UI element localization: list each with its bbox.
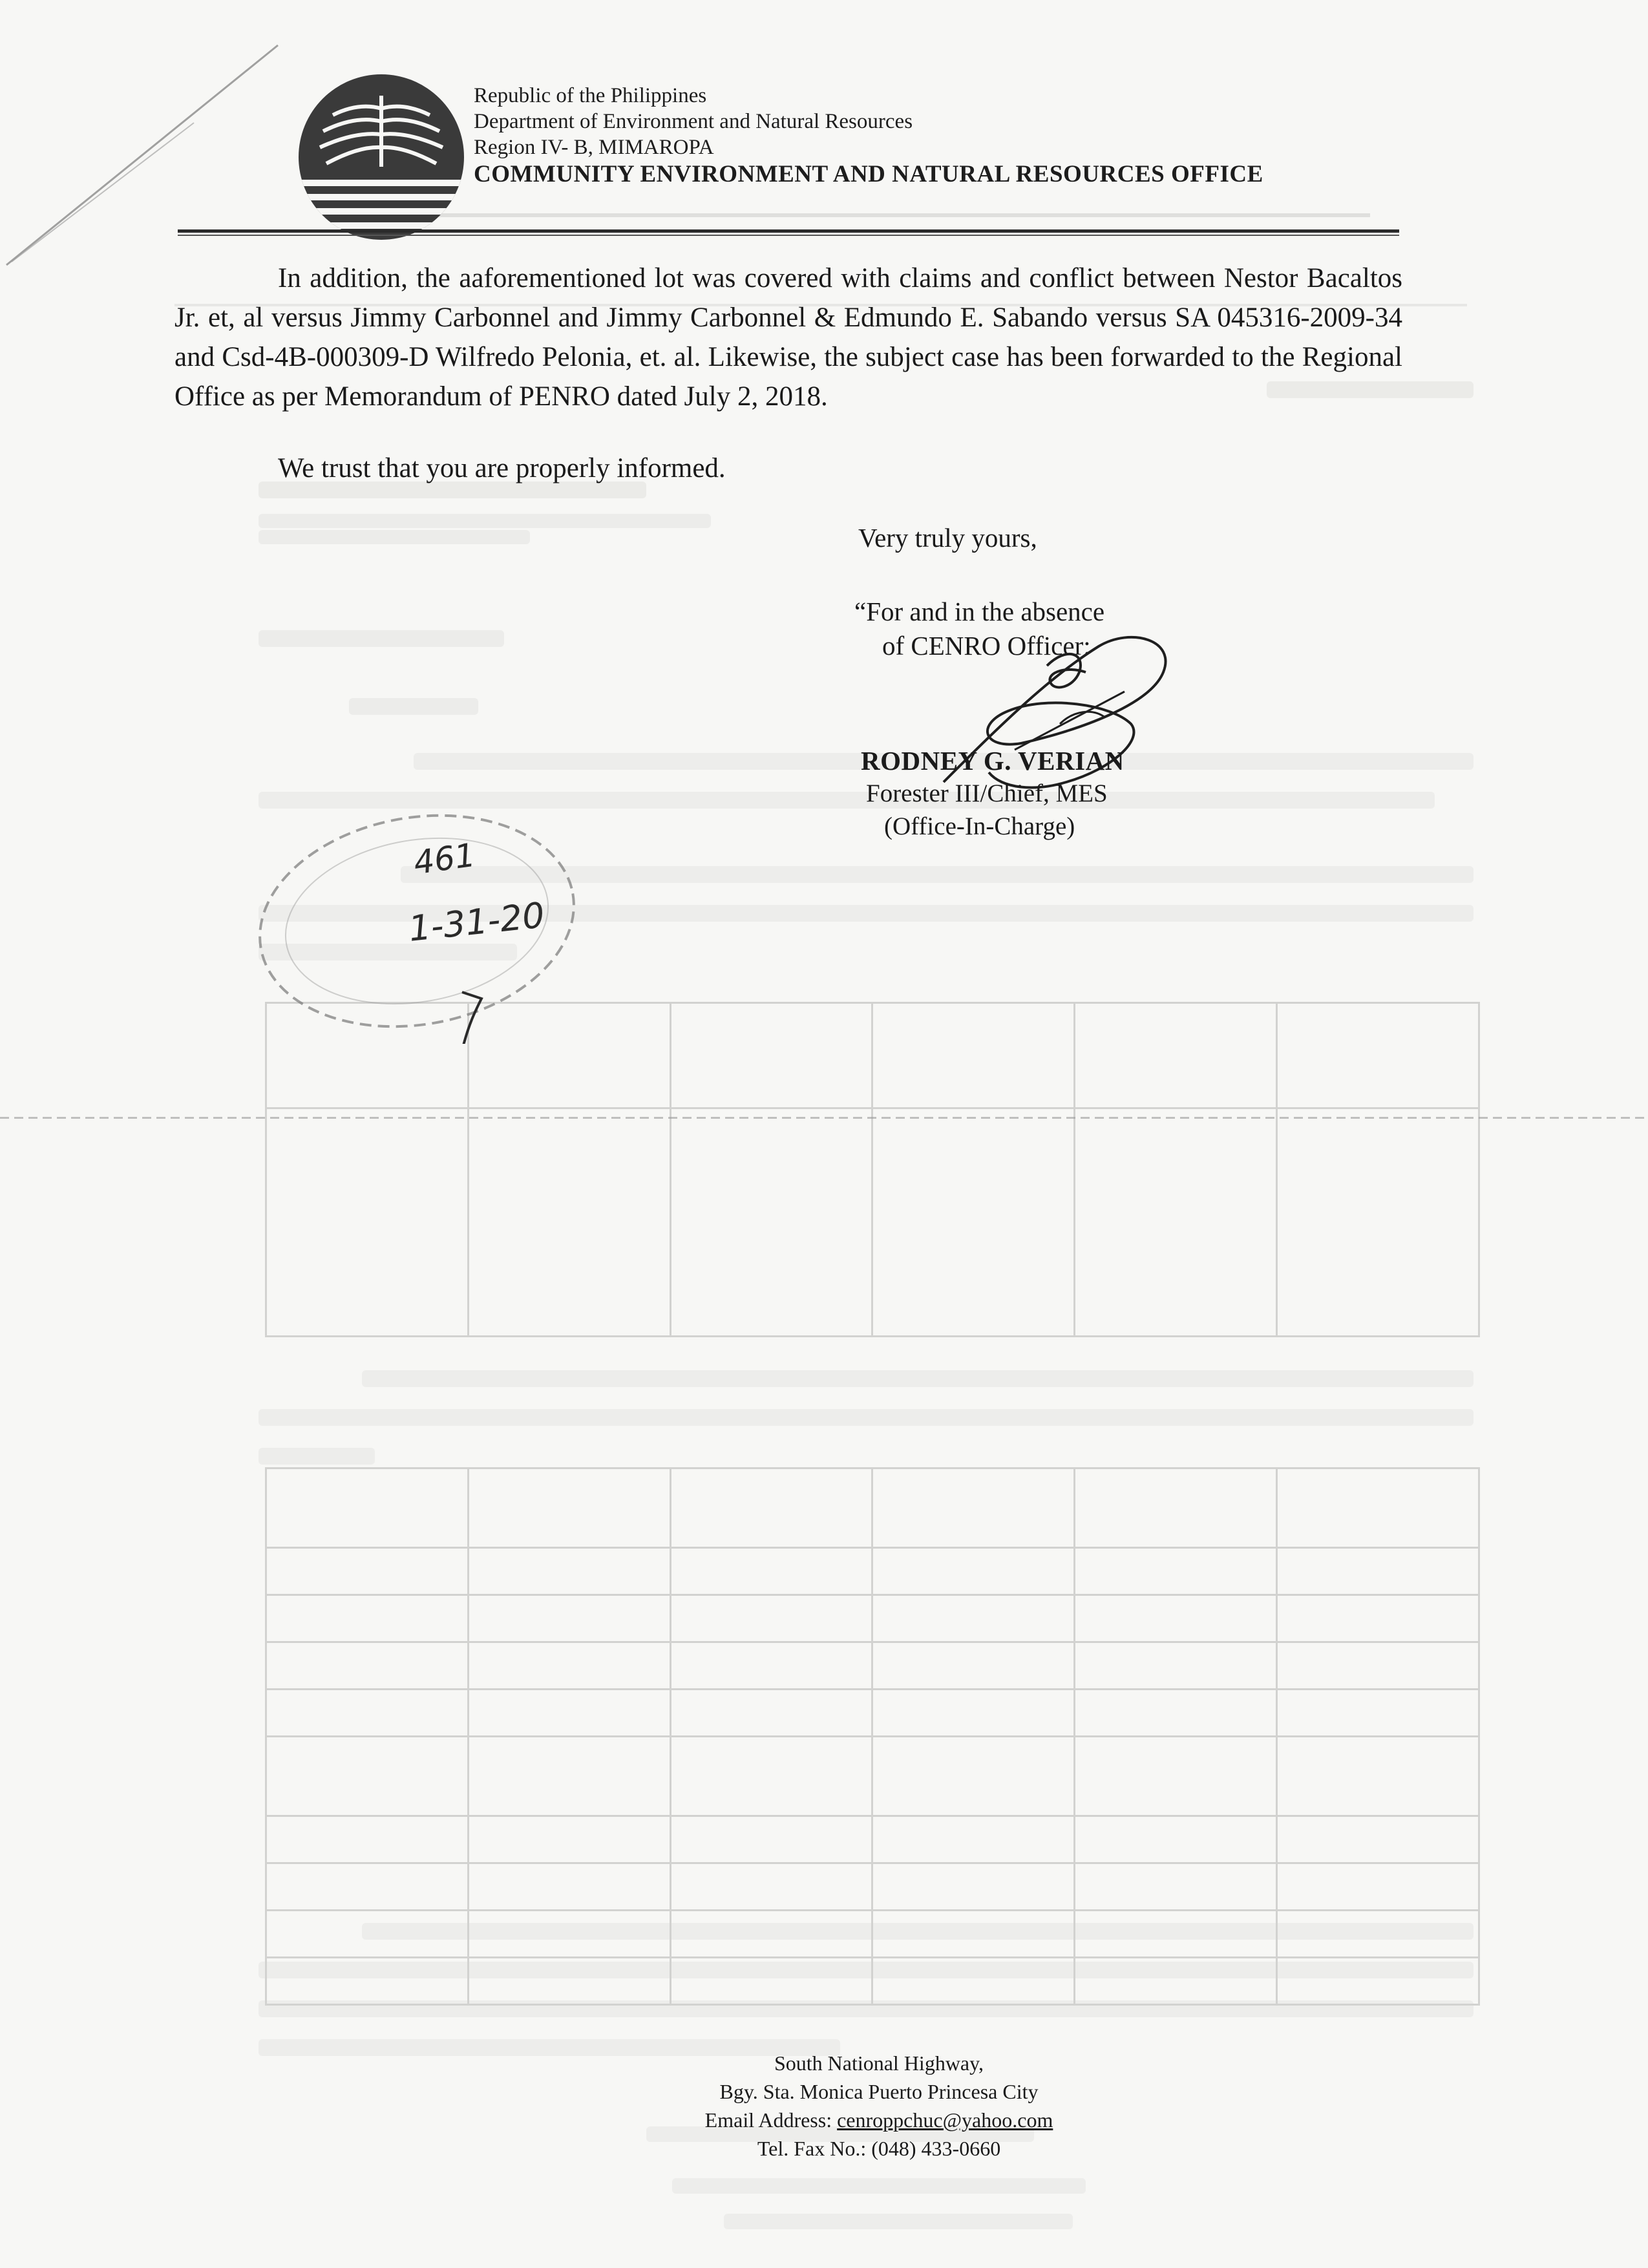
footer-line-1: South National Highway,	[774, 2051, 984, 2075]
region-line: Region IV- B, MIMAROPA	[474, 136, 714, 159]
bleed-table-1	[265, 1002, 1480, 1337]
header-rule-thin	[178, 235, 1399, 236]
footer-email	[556, 2106, 1202, 2134]
stamp-number: 461	[411, 836, 478, 882]
header-rule	[178, 229, 1399, 233]
fold-crease	[0, 1117, 1648, 1119]
footer-line-2: Bgy. Sta. Monica Puerto Princesa City	[719, 2080, 1039, 2103]
absence-line-2: of CENRO Officer:	[882, 631, 1091, 661]
email-label: Email Address:	[704, 2108, 832, 2132]
email-link[interactable]: cenroppchuc@yahoo.com	[837, 2108, 1053, 2132]
corner-scratch-mark	[0, 39, 284, 271]
inform-line: We trust that you are properly informed.	[278, 453, 726, 483]
absence-line-1: “For and in the absence	[854, 597, 1105, 626]
closing-salutation: Very truly yours,	[858, 523, 1037, 553]
republic-line: Republic of the Philippines	[474, 84, 707, 107]
footer-phone: Tel. Fax No.: (048) 433-0660	[757, 2137, 1001, 2160]
office-line: COMMUNITY ENVIRONMENT AND NATURAL RESOURCES OFFICE	[474, 161, 1263, 187]
letterhead	[474, 83, 1263, 187]
footer-address	[556, 2049, 1202, 2163]
denr-logo-icon	[294, 70, 469, 244]
body-paragraph: In addition, the aaforementioned lot was covered with claims and conflict between Nestor Bacaltos Jr. et, al versus Jimmy Carbonnel and Jimmy Carbonnel & Edmundo E. Sabando versus SA 045316-2009-34 and Csd-4B-000309-D Wilfredo Pelonia, et. al. Likewise, the subject case has been forwarded to the Regional Office as per Memorandum of PENRO dated July 2, 2018.	[174, 263, 1402, 412]
department-line: Department of Environment and Natural Resources	[474, 110, 913, 133]
signatory-title: Forester III/Chief, MES	[866, 779, 1108, 807]
signatory-name: RODNEY G. VERIAN	[861, 746, 1125, 776]
stamp-date: 1-31-20	[407, 895, 547, 949]
signatory-oic: (Office-In-Charge)	[884, 812, 1075, 840]
